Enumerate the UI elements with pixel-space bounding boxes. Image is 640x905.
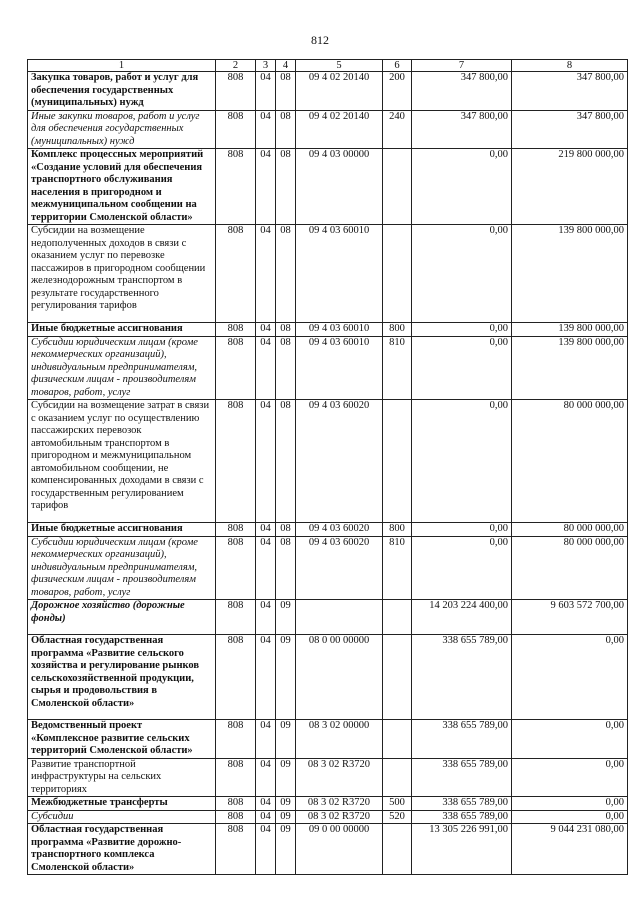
row-amount-year1: 0,00 <box>412 149 512 225</box>
row-amount-year2: 139 800 000,00 <box>512 336 628 400</box>
row-name: Межбюджетные трансферты <box>28 797 216 811</box>
row-admin-code: 808 <box>216 110 256 149</box>
row-amount-year2: 139 800 000,00 <box>512 225 628 323</box>
row-name: Иные бюджетные ассигнования <box>28 523 216 537</box>
row-expense-type: 520 <box>383 810 412 824</box>
row-section: 04 <box>256 336 276 400</box>
row-amount-year2: 80 000 000,00 <box>512 400 628 523</box>
row-subsection: 09 <box>276 797 296 811</box>
row-subsection: 08 <box>276 110 296 149</box>
row-subsection: 08 <box>276 400 296 523</box>
row-subsection: 08 <box>276 149 296 225</box>
row-target-article: 09 0 00 00000 <box>296 824 383 875</box>
row-section: 04 <box>256 110 276 149</box>
row-expense-type <box>383 758 412 797</box>
row-admin-code: 808 <box>216 323 256 337</box>
row-admin-code: 808 <box>216 400 256 523</box>
row-admin-code: 808 <box>216 758 256 797</box>
budget-table <box>27 59 628 875</box>
row-subsection: 09 <box>276 720 296 759</box>
table-row <box>28 797 628 811</box>
row-admin-code: 808 <box>216 635 256 720</box>
table-row <box>28 400 628 523</box>
row-subsection: 08 <box>276 72 296 111</box>
header-cell-4: 4 <box>276 60 296 72</box>
table-row <box>28 149 628 225</box>
row-name: Субсидии на возмещение затрат в связи с оказанием услуг по осуществлению пассажирских перевозок автомобильным транспортом в пригородном и межмуниципальном автомобильном сообщении, не компенсированных доходами в связи с государственным регулированием тарифов <box>28 400 216 523</box>
row-subsection: 08 <box>276 225 296 323</box>
row-name: Областная государственная программа «Развитие дорожно-транспортного комплекса Смоленской области» <box>28 824 216 875</box>
row-name: Иные закупки товаров, работ и услуг для обеспечения государственных (муниципальных) нужд <box>28 110 216 149</box>
row-admin-code: 808 <box>216 523 256 537</box>
row-amount-year2: 0,00 <box>512 797 628 811</box>
row-name: Субсидии юридическим лицам (кроме некоммерческих организаций), индивидуальным предпринимателям, физическим лицам - производителям товаров, работ, услуг <box>28 336 216 400</box>
table-row <box>28 758 628 797</box>
row-expense-type: 800 <box>383 323 412 337</box>
row-section: 04 <box>256 824 276 875</box>
row-name: Субсидии на возмещение недополученных доходов в связи с оказанием услуг по перевозке пассажиров в пригородном сообщении железнодорожным транспортом в результате государственного регулирования тарифов <box>28 225 216 323</box>
header-cell-8: 8 <box>512 60 628 72</box>
table-row <box>28 824 628 875</box>
row-target-article: 08 3 02 R3720 <box>296 810 383 824</box>
header-row <box>28 60 628 72</box>
row-admin-code: 808 <box>216 810 256 824</box>
row-expense-type <box>383 149 412 225</box>
row-target-article: 09 4 03 60020 <box>296 536 383 600</box>
row-target-article: 08 3 02 00000 <box>296 720 383 759</box>
row-subsection: 08 <box>276 336 296 400</box>
row-admin-code: 808 <box>216 824 256 875</box>
row-section: 04 <box>256 400 276 523</box>
row-target-article: 09 4 03 60010 <box>296 336 383 400</box>
row-target-article: 09 4 02 20140 <box>296 72 383 111</box>
row-admin-code: 808 <box>216 600 256 635</box>
row-admin-code: 808 <box>216 720 256 759</box>
row-subsection: 09 <box>276 758 296 797</box>
row-amount-year2: 80 000 000,00 <box>512 523 628 537</box>
table-row <box>28 810 628 824</box>
header-cell-3: 3 <box>256 60 276 72</box>
table-row <box>28 225 628 323</box>
row-amount-year2: 0,00 <box>512 810 628 824</box>
row-subsection: 09 <box>276 810 296 824</box>
table-row <box>28 720 628 759</box>
table-row <box>28 600 628 635</box>
row-expense-type <box>383 635 412 720</box>
row-target-article: 08 3 02 R3720 <box>296 797 383 811</box>
row-amount-year2: 9 603 572 700,00 <box>512 600 628 635</box>
row-admin-code: 808 <box>216 225 256 323</box>
row-admin-code: 808 <box>216 536 256 600</box>
row-expense-type <box>383 824 412 875</box>
row-expense-type <box>383 400 412 523</box>
row-target-article <box>296 600 383 635</box>
row-amount-year1: 338 655 789,00 <box>412 758 512 797</box>
row-amount-year2: 347 800,00 <box>512 110 628 149</box>
row-subsection: 09 <box>276 600 296 635</box>
row-amount-year1: 347 800,00 <box>412 72 512 111</box>
row-expense-type: 500 <box>383 797 412 811</box>
row-subsection: 09 <box>276 824 296 875</box>
table-row <box>28 72 628 111</box>
table-row <box>28 635 628 720</box>
row-expense-type: 800 <box>383 523 412 537</box>
row-admin-code: 808 <box>216 72 256 111</box>
table-row <box>28 523 628 537</box>
row-section: 04 <box>256 758 276 797</box>
row-amount-year1: 0,00 <box>412 400 512 523</box>
row-name: Ведомственный проект «Комплексное развитие сельских территорий Смоленской области» <box>28 720 216 759</box>
row-amount-year1: 13 305 226 991,00 <box>412 824 512 875</box>
row-expense-type: 810 <box>383 336 412 400</box>
row-amount-year1: 14 203 224 400,00 <box>412 600 512 635</box>
page-number: 812 <box>311 33 329 47</box>
row-subsection: 08 <box>276 523 296 537</box>
row-amount-year2: 0,00 <box>512 635 628 720</box>
row-target-article: 09 4 03 60020 <box>296 523 383 537</box>
row-amount-year1: 0,00 <box>412 536 512 600</box>
row-target-article: 09 4 03 60020 <box>296 400 383 523</box>
row-admin-code: 808 <box>216 149 256 225</box>
row-expense-type: 200 <box>383 72 412 111</box>
row-target-article: 09 4 02 20140 <box>296 110 383 149</box>
header-cell-5: 5 <box>296 60 383 72</box>
row-amount-year2: 219 800 000,00 <box>512 149 628 225</box>
row-target-article: 09 4 03 60010 <box>296 225 383 323</box>
row-target-article: 08 3 02 R3720 <box>296 758 383 797</box>
row-section: 04 <box>256 225 276 323</box>
row-target-article: 09 4 03 60010 <box>296 323 383 337</box>
row-amount-year1: 338 655 789,00 <box>412 810 512 824</box>
row-amount-year1: 338 655 789,00 <box>412 720 512 759</box>
table-row <box>28 336 628 400</box>
row-amount-year1: 338 655 789,00 <box>412 635 512 720</box>
row-name: Субсидии <box>28 810 216 824</box>
row-section: 04 <box>256 523 276 537</box>
row-amount-year2: 139 800 000,00 <box>512 323 628 337</box>
row-section: 04 <box>256 635 276 720</box>
row-expense-type: 810 <box>383 536 412 600</box>
header-cell-1: 1 <box>28 60 216 72</box>
row-subsection: 08 <box>276 323 296 337</box>
row-section: 04 <box>256 600 276 635</box>
row-section: 04 <box>256 149 276 225</box>
row-amount-year2: 347 800,00 <box>512 72 628 111</box>
row-amount-year1: 0,00 <box>412 225 512 323</box>
row-name: Развитие транспортной инфраструктуры на сельских территориях <box>28 758 216 797</box>
row-section: 04 <box>256 323 276 337</box>
row-subsection: 08 <box>276 536 296 600</box>
row-name: Комплекс процессных мероприятий «Создание условий для обеспечения транспортного обслуживания населения в пригородном и межмуниципальном сообщении на территории Смоленской области» <box>28 149 216 225</box>
table-row <box>28 323 628 337</box>
row-section: 04 <box>256 797 276 811</box>
row-target-article: 08 0 00 00000 <box>296 635 383 720</box>
header-cell-2: 2 <box>216 60 256 72</box>
row-amount-year1: 0,00 <box>412 523 512 537</box>
row-section: 04 <box>256 536 276 600</box>
row-name: Закупка товаров, работ и услуг для обеспечения государственных (муниципальных) нужд <box>28 72 216 111</box>
row-name: Дорожное хозяйство (дорожные фонды) <box>28 600 216 635</box>
row-amount-year1: 0,00 <box>412 323 512 337</box>
row-expense-type: 240 <box>383 110 412 149</box>
row-amount-year2: 0,00 <box>512 720 628 759</box>
row-name: Областная государственная программа «Развитие сельского хозяйства и регулирование рынков сельскохозяйственной продукции, сырья и продовольствия в Смоленской области» <box>28 635 216 720</box>
header-cell-7: 7 <box>412 60 512 72</box>
row-amount-year2: 9 044 231 080,00 <box>512 824 628 875</box>
row-section: 04 <box>256 720 276 759</box>
row-target-article: 09 4 03 00000 <box>296 149 383 225</box>
row-admin-code: 808 <box>216 336 256 400</box>
row-expense-type <box>383 225 412 323</box>
row-section: 04 <box>256 810 276 824</box>
table-row <box>28 110 628 149</box>
row-amount-year2: 0,00 <box>512 758 628 797</box>
row-amount-year1: 338 655 789,00 <box>412 797 512 811</box>
row-expense-type <box>383 600 412 635</box>
row-amount-year1: 347 800,00 <box>412 110 512 149</box>
header-cell-6: 6 <box>383 60 412 72</box>
row-amount-year1: 0,00 <box>412 336 512 400</box>
row-amount-year2: 80 000 000,00 <box>512 536 628 600</box>
row-name: Субсидии юридическим лицам (кроме некоммерческих организаций), индивидуальным предпринимателям, физическим лицам - производителям товаров, работ, услуг <box>28 536 216 600</box>
row-subsection: 09 <box>276 635 296 720</box>
row-section: 04 <box>256 72 276 111</box>
row-admin-code: 808 <box>216 797 256 811</box>
row-expense-type <box>383 720 412 759</box>
table-row <box>28 536 628 600</box>
row-name: Иные бюджетные ассигнования <box>28 323 216 337</box>
